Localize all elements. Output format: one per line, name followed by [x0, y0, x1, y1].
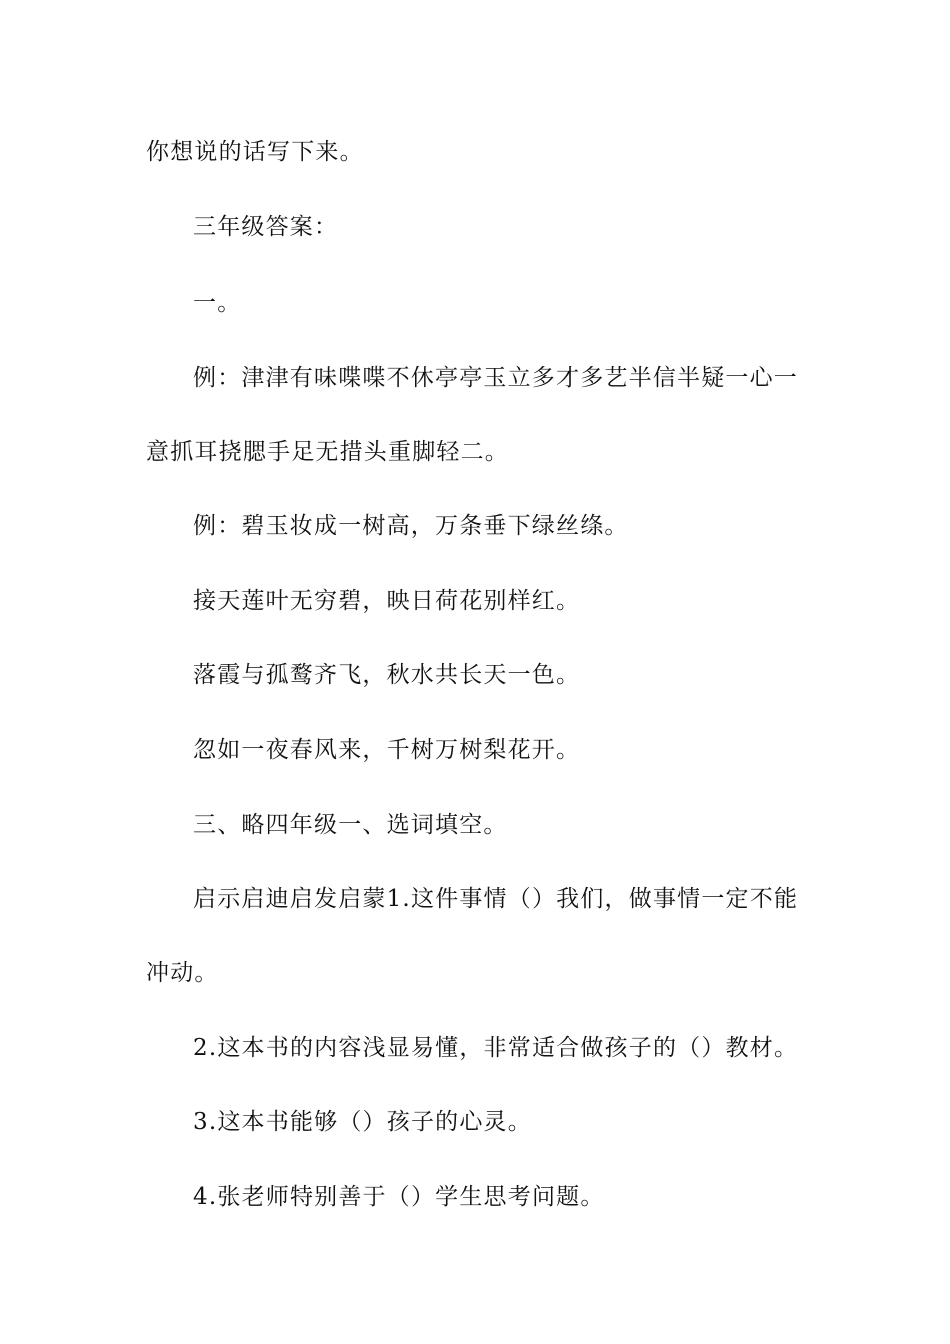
- text-line-6: 例：碧玉妆成一树高，万条垂下绿丝绦。: [193, 513, 629, 539]
- text-line-10: 三、略四年级一、选词填空。: [193, 812, 508, 838]
- text-line-1: 你想说的话写下来。: [146, 139, 364, 165]
- text-line-12: 冲动。: [146, 960, 219, 986]
- text-line-3: 一。: [193, 290, 242, 316]
- text-line-2: 三年级答案：: [193, 214, 339, 240]
- text-line-4: 例：津津有味喋喋不休亭亭玉立多才多艺半信半疑一心一: [193, 365, 798, 391]
- text-line-8: 落霞与孤鹜齐飞，秋水共长天一色。: [193, 662, 581, 688]
- text-line-5: 意抓耳挠腮手足无措头重脚轻二。: [146, 439, 509, 465]
- text-line-11: 启示启迪启发启蒙1.这件事情（）我们，做事情一定不能: [193, 886, 799, 912]
- text-line-7: 接天莲叶无穷碧，映日荷花别样红。: [193, 588, 581, 614]
- text-line-14: 3.这本书能够（）孩子的心灵。: [193, 1109, 532, 1135]
- text-line-9: 忽如一夜春风来，千树万树梨花开。: [193, 737, 581, 763]
- text-line-15: 4.张老师特别善于（）学生思考问题。: [193, 1184, 605, 1210]
- text-line-13: 2.这本书的内容浅显易懂，非常适合做孩子的（）教材。: [193, 1035, 799, 1061]
